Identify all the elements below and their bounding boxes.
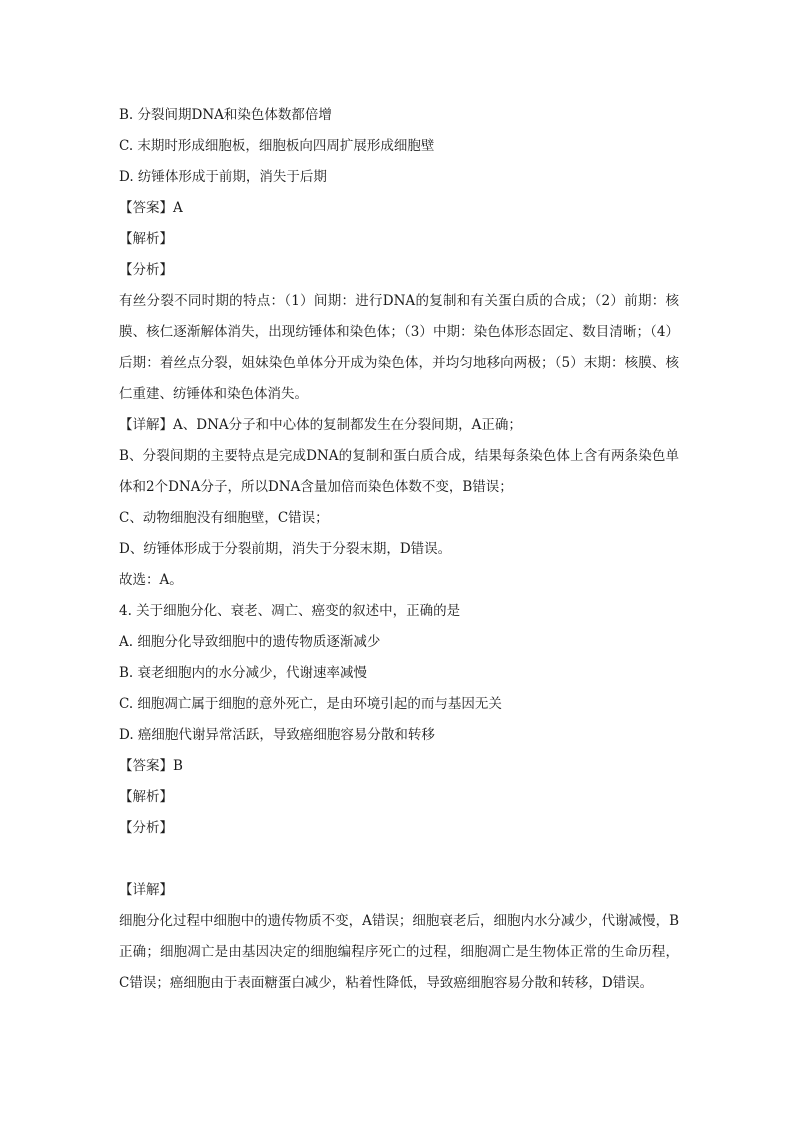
q3-detail-a: 【详解】A、DNA分子和中心体的复制都发生在分裂间期，A正确； (119, 417, 522, 433)
q4-option-c: C. 细胞凋亡属于细胞的意外死亡，是由环境引起的而与基因无关 (119, 696, 502, 712)
q4-fenxi-header: 【分析】 (119, 820, 173, 836)
q3-detail-d: D、纺锤体形成于分裂前期，消失于分裂末期，D错误。 (119, 541, 452, 557)
q4-option-d: D. 癌细胞代谢异常活跃，导致癌细胞容易分散和转移 (119, 727, 435, 743)
q4-option-a: A. 细胞分化导致细胞中的遗传物质逐渐减少 (119, 634, 381, 650)
q4-option-b: B. 衰老细胞内的水分减少，代谢速率减慢 (119, 665, 368, 681)
q3-fenxi-text: 有丝分裂不同时期的特点：（1）间期：进行DNA的复制和有关蛋白质的合成；（2）前期：核膜、核仁逐渐解体消失，出现纺锤体和染色体；（3）中期：染色体形态固定、数目清晰；（4）后期：着丝点分裂，姐妹染色单体分开成为染色体，并均匀地移向两极；（5）末期：核膜、核仁重建、纺锤体和染色体消失。 (119, 293, 679, 402)
q3-fenxi-header: 【分析】 (119, 262, 173, 278)
q4-analysis-header: 【解析】 (119, 789, 173, 805)
q4-question: 4. 关于细胞分化、衰老、凋亡、癌变的叙述中，正确的是 (119, 603, 461, 619)
blank-gap (119, 844, 679, 875)
q3-conclusion: 故选：A。 (119, 572, 183, 588)
q3-option-b: B. 分裂间期DNA和染色体数都倍增 (119, 107, 332, 123)
q3-detail-b: B、分裂间期的主要特点是完成DNA的复制和蛋白质合成，结果每条染色体上含有两条染色单体和2个DNA分子，所以DNA含量加倍而染色体数不变，B错误； (119, 448, 679, 495)
q3-option-c: C. 末期时形成细胞板，细胞板向四周扩展形成细胞壁 (119, 138, 435, 154)
q3-detail-c: C、动物细胞没有细胞壁，C错误； (119, 510, 329, 526)
q4-detail-text: 细胞分化过程中细胞中的遗传物质不变，A错误；细胞衰老后，细胞内水分减少，代谢减慢，B正确；细胞凋亡是由基因决定的细胞编程序死亡的过程，细胞凋亡是生物体正常的生命历程，C错误；癌细胞由于表面糖蛋白减少，粘着性降低，导致癌细胞容易分散和转移，D错误。 (119, 913, 679, 991)
q3-option-d: D. 纺锤体形成于前期，消失于后期 (119, 169, 327, 185)
q4-detail-header: 【详解】 (119, 882, 173, 898)
page-content (119, 100, 679, 999)
q3-analysis-header: 【解析】 (119, 231, 173, 247)
q4-answer: 【答案】B (119, 758, 183, 774)
q3-answer: 【答案】A (119, 200, 183, 216)
